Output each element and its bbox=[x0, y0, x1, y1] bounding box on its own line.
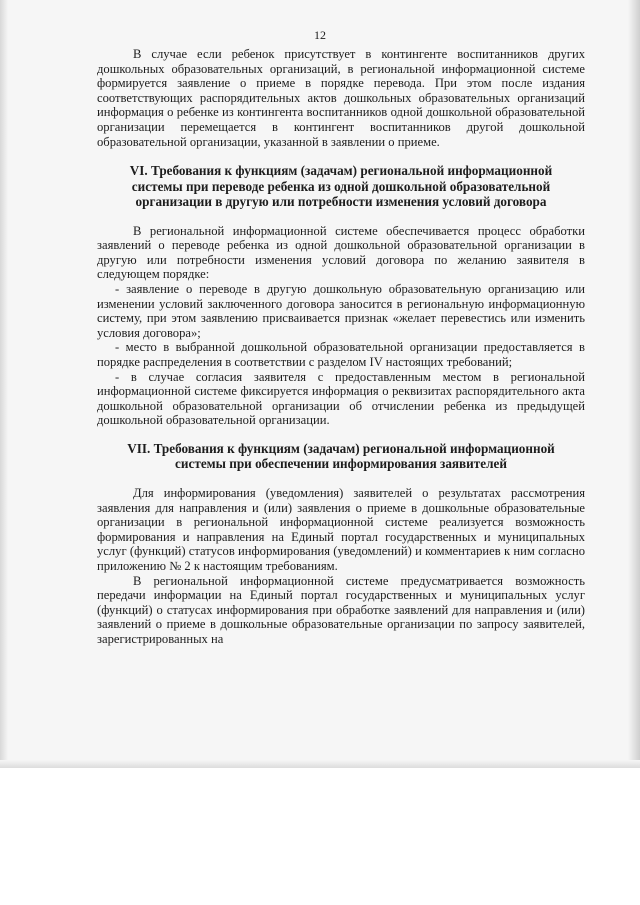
section-vi-list-item: - место в выбранной дошкольной образовательной организации предоставляется в порядке распределения в соответствии с разделом IV настоящих требований; bbox=[97, 340, 585, 369]
page-number: 12 bbox=[314, 28, 326, 42]
section-vii-paragraph: В региональной информационной системе предусматривается возможность передачи информации на Единый портал государственных и муниципальных услуг (функций) о статусах информирования при обработке заявлений для направления и (или) заявлений о приеме в дошкольные образовательные организации по запросу заявителей, зарегистрированных на bbox=[97, 573, 585, 646]
section-vii-heading: VII. Требования к функциям (задачам) региональной информационной системы при обеспечении информирования заявителей bbox=[127, 440, 555, 472]
scan-edge-left bbox=[0, 0, 8, 768]
section-vi-list-item: - заявление о переводе в другую дошкольную образовательную организацию или изменении условий заключенного договора заносится в региональную информационную систему, при этом заявлению присваивается признак «желает перевестись или изменить условия договора»; bbox=[97, 282, 585, 340]
intro-paragraph: В случае если ребенок присутствует в контингенте воспитанников других дошкольных образовательных организаций, в региональной информационной системе формируется заявление о приеме в порядке перевода. При этом после издания соответствующих распорядительных актов дошкольных образовательных организаций информация о ребенке из контингента воспитанников одной дошкольной образовательной организации перемещается в контингент воспитанников другой дошкольной образовательной организации, указанной в заявлении о приеме. bbox=[97, 47, 585, 149]
scan-edge-right bbox=[628, 0, 640, 768]
scan-edge-bottom bbox=[0, 760, 640, 768]
section-vi-paragraph: В региональной информационной системе обеспечивается процесс обработки заявлений о переводе ребенка из одной дошкольной образовательной организации в другую или потребности изменения условий договора по желанию заявителя в следующем порядке: bbox=[97, 223, 585, 282]
section-vi-list-item: - в случае согласия заявителя с предоставленным местом в региональной информационной системе фиксируется информация о реквизитах распорядительного акта дошкольной образовательной организации об отчислении ребенка из предыдущей дошкольной образовательной организации. bbox=[97, 369, 585, 428]
section-vii-paragraph: Для информирования (уведомления) заявителей о результатах рассмотрения заявления для направления и (или) заявления о приеме в дошкольные образовательные организации в региональной информационной системе реализуется возможность формирования и направления на Единый портал государственных и муниципальных услуг (функций) статусов информирования (уведомлений) и комментариев к ним согласно приложению № 2 к настоящим требованиям. bbox=[97, 485, 585, 573]
document-body bbox=[97, 47, 585, 647]
section-vi-heading: VI. Требования к функциям (задачам) региональной информационной системы при переводе ребенка из одной дошкольной образовательной организации в другую или потребности изменения условий договора bbox=[129, 163, 553, 210]
